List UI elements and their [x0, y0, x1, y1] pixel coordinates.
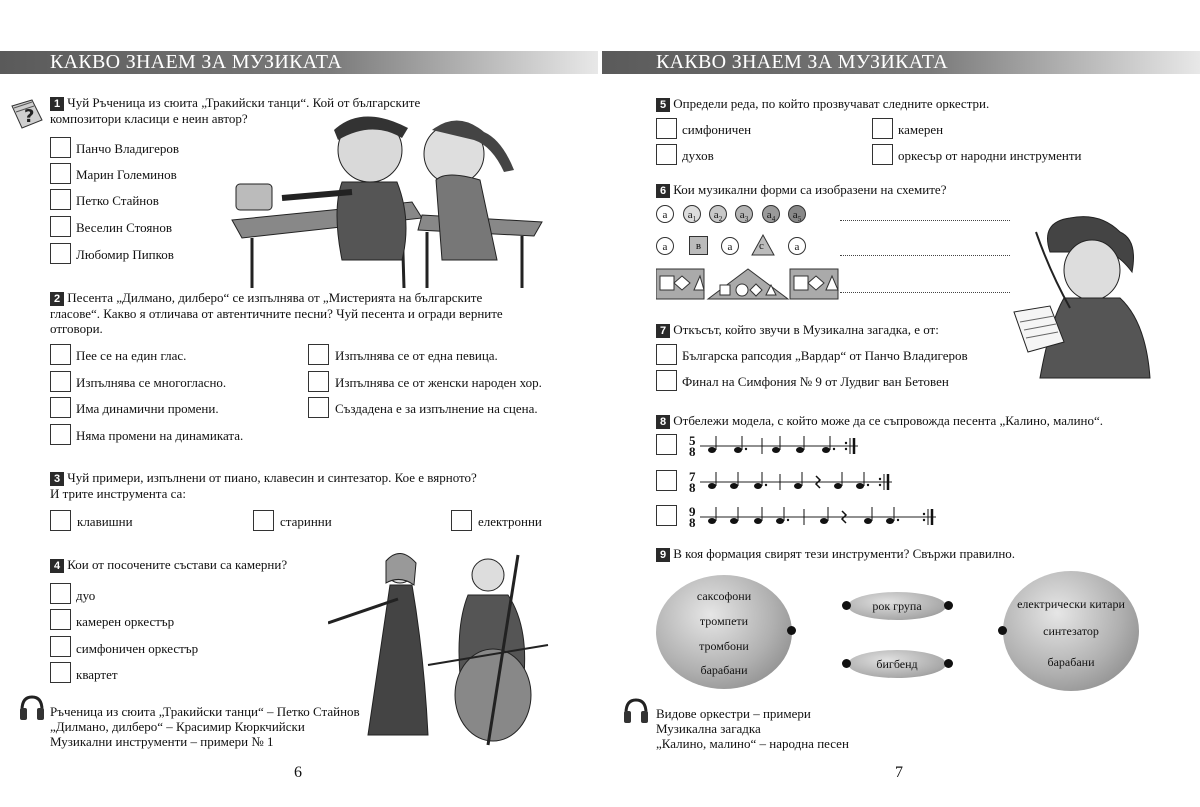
q3-checkbox-1[interactable] [50, 510, 71, 531]
q2-option-3: Има динамични промени. [76, 401, 219, 416]
q4-prompt: 4 Кои от посочените състави са камерни? [50, 557, 287, 573]
students-illustration [222, 110, 546, 290]
q4-option-4: квартет [76, 667, 118, 682]
q9-number: 9 [656, 548, 670, 562]
q5-prompt: 5 Определи реда, по който прозвучават следните оркестри. [656, 96, 989, 112]
left-page-number: 6 [294, 764, 302, 781]
q9-big-band-left-connector[interactable] [842, 659, 851, 668]
q3-number: 3 [50, 472, 64, 486]
q6-form-row2-a2: a [721, 237, 739, 255]
q5-option-1: симфоничен [682, 122, 752, 137]
q3-prompt: 3 Чуй примери, изпълнени от пиано, клавесин и синтезатор. Кое е вярното? И трите инструмента са: [50, 470, 477, 501]
left-footer: Ръченица из сюита „Тракийски танци“ – Петко Стайнов „Дилмано, дилберо“ – Красимир Кюркчийски Музикални инструменти – примери № 1 [50, 704, 360, 749]
q2-checkbox-3[interactable] [50, 397, 71, 418]
musicians-illustration [328, 545, 550, 755]
q9-right-item-3: барабани [1047, 655, 1095, 669]
q6-number: 6 [656, 184, 670, 198]
q8-checkbox-3[interactable] [656, 505, 677, 526]
q8-rhythm-2 [700, 470, 895, 494]
q4-number: 4 [50, 559, 64, 573]
q7-number: 7 [656, 324, 670, 338]
q8-checkbox-2[interactable] [656, 470, 677, 491]
q6-form-a4: $a_4$ [762, 205, 780, 223]
question-book-icon [8, 96, 46, 132]
q7-prompt: 7 Откъсът, който звучи в Музикална загадка, е от: [656, 322, 939, 338]
q9-rock-band-right-connector[interactable] [944, 601, 953, 610]
q9-left-item-1: саксофони [696, 589, 752, 603]
q9-left-connector[interactable] [787, 626, 796, 635]
q9-left-item-3: тромбони [699, 639, 749, 653]
q6-prompt: 6 Кои музикални форми са изобразени на схемите? [656, 182, 946, 198]
q6-triangle-c-label: c [759, 240, 764, 252]
right-footer: Видове оркестри – примери Музикална загадка „Калино, малино“ – народна песен [656, 706, 849, 751]
q3-checkbox-3[interactable] [451, 510, 472, 531]
q8-checkbox-1[interactable] [656, 434, 677, 455]
q2-option-7: Създадена е за изпълнение на сцена. [335, 401, 538, 416]
q5-box-4[interactable] [872, 144, 893, 165]
q1-checkbox-4[interactable] [50, 216, 71, 237]
q4-checkbox-1[interactable] [50, 583, 71, 604]
q1-prompt: 1 Чуй Ръченица из сюита „Тракийски танци“. Кой от българските композитори класици е неин автор? [50, 95, 421, 126]
q2-option-2: Изпълнява се многогласно. [76, 375, 227, 390]
q2-checkbox-2[interactable] [50, 371, 71, 392]
q9-right-item-2: синтезатор [1043, 624, 1099, 638]
q2-checkbox-1[interactable] [50, 344, 71, 365]
q9-left-item-2: тромпети [699, 614, 749, 628]
q1-checkbox-1[interactable] [50, 137, 71, 158]
q3-option-3: електронни [478, 514, 542, 529]
q8-meter-2: 7 8 [689, 469, 696, 495]
q7-checkbox-1[interactable] [656, 344, 677, 365]
q9-rock-band-left-connector[interactable] [842, 601, 851, 610]
q7-option-2: Финал на Симфония № 9 от Лудвиг ван Бетовен [682, 374, 949, 389]
q6-form-row2-a1: a [656, 237, 674, 255]
q5-box-2[interactable] [872, 118, 893, 139]
q9-big-band-right-connector[interactable] [944, 659, 953, 668]
q2-option-4: Няма промени на динамиката. [76, 428, 244, 443]
q5-option-4: оркесър от народни инструменти [898, 148, 1082, 163]
q2-prompt: 2 Песента „Дилмано, дилберо“ се изпълнява от „Мистерията на българските гласове“. Какво я отличава от автентичните песни? Чуй песента и огради верните отговори. [50, 290, 503, 336]
q5-box-3[interactable] [656, 144, 677, 165]
q6-answer-line-2[interactable] [840, 254, 1010, 256]
q6-form-a5: $a_5$ [788, 205, 806, 223]
headphones-icon [18, 694, 46, 722]
q2-checkbox-7[interactable] [308, 397, 329, 418]
q4-option-3: симфоничен оркестър [76, 641, 199, 656]
q9-right-connector[interactable] [998, 626, 1007, 635]
q1-checkbox-5[interactable] [50, 243, 71, 264]
q2-option-6: Изпълнява се от женски народен хор. [335, 375, 542, 390]
q6-scheme-row3 [656, 267, 840, 301]
right-page-header: КАКВО ЗНАЕМ ЗА МУЗИКАТА [602, 51, 1200, 74]
q6-form-row2-a3: a [788, 237, 806, 255]
svg-text:?: ? [24, 106, 35, 127]
q1-checkbox-3[interactable] [50, 189, 71, 210]
q9-big-band[interactable]: бигбенд [848, 650, 946, 678]
q8-meter-3: 9 8 [689, 504, 696, 530]
q3-option-2: старинни [280, 514, 332, 529]
q8-rhythm-1 [700, 434, 860, 458]
q8-meter-1: 5 8 [689, 433, 696, 459]
q9-left-item-4: барабани [700, 663, 748, 677]
q9-right-item-1: електрически китари [1017, 597, 1125, 611]
q7-option-1: Българска рапсодия „Вардар“ от Панчо Владигеров [682, 348, 968, 363]
q2-checkbox-5[interactable] [308, 344, 329, 365]
right-page-number: 7 [895, 764, 903, 781]
q1-option-4: Веселин Стоянов [76, 220, 172, 235]
q2-option-1: Пее се на един глас. [76, 348, 187, 363]
q1-option-2: Марин Големинов [76, 167, 177, 182]
q6-answer-line-3[interactable] [840, 291, 1010, 293]
q8-prompt: 8 Отбележи модела, с който може да се съпровожда песента „Калино, малино“. [656, 413, 1103, 429]
q1-number: 1 [50, 97, 64, 111]
q3-option-1: клавишни [77, 514, 133, 529]
q4-checkbox-3[interactable] [50, 636, 71, 657]
q6-answer-line-1[interactable] [840, 219, 1010, 221]
q5-number: 5 [656, 98, 670, 112]
q5-box-1[interactable] [656, 118, 677, 139]
q8-number: 8 [656, 415, 670, 429]
q2-number: 2 [50, 292, 64, 306]
q1-option-3: Петко Стайнов [76, 193, 159, 208]
q2-option-5: Изпълнява се от една певица. [335, 348, 498, 363]
q1-option-1: Панчо Владигеров [76, 141, 179, 156]
q2-checkbox-4[interactable] [50, 424, 71, 445]
q1-checkbox-2[interactable] [50, 163, 71, 184]
q4-checkbox-4[interactable] [50, 662, 71, 683]
q2-checkbox-6[interactable] [308, 371, 329, 392]
q1-option-5: Любомир Пипков [76, 247, 174, 262]
q4-option-2: камерен оркестър [76, 614, 175, 629]
q5-option-2: камерен [898, 122, 944, 137]
composer-illustration [1010, 212, 1160, 382]
q8-rhythm-3 [700, 505, 940, 529]
headphones-icon [622, 697, 650, 725]
q3-checkbox-2[interactable] [253, 510, 274, 531]
q6-form-a3: $a_3$ [735, 205, 753, 223]
q4-option-1: дуо [76, 588, 96, 603]
q9-prompt: 9 В коя формация свирят тези инструменти? Свържи правилно. [656, 546, 1015, 562]
q7-checkbox-2[interactable] [656, 370, 677, 391]
q5-option-3: духов [682, 148, 714, 163]
q6-form-a2: $a_2$ [709, 205, 727, 223]
q6-form-row2-b: в [689, 236, 708, 255]
q9-rock-band[interactable]: рок група [848, 592, 946, 620]
left-page-header: КАКВО ЗНАЕМ ЗА МУЗИКАТА [0, 51, 598, 74]
q6-form-a: a [656, 205, 674, 223]
q6-form-a1: $a_1$ [683, 205, 701, 223]
q4-checkbox-2[interactable] [50, 609, 71, 630]
